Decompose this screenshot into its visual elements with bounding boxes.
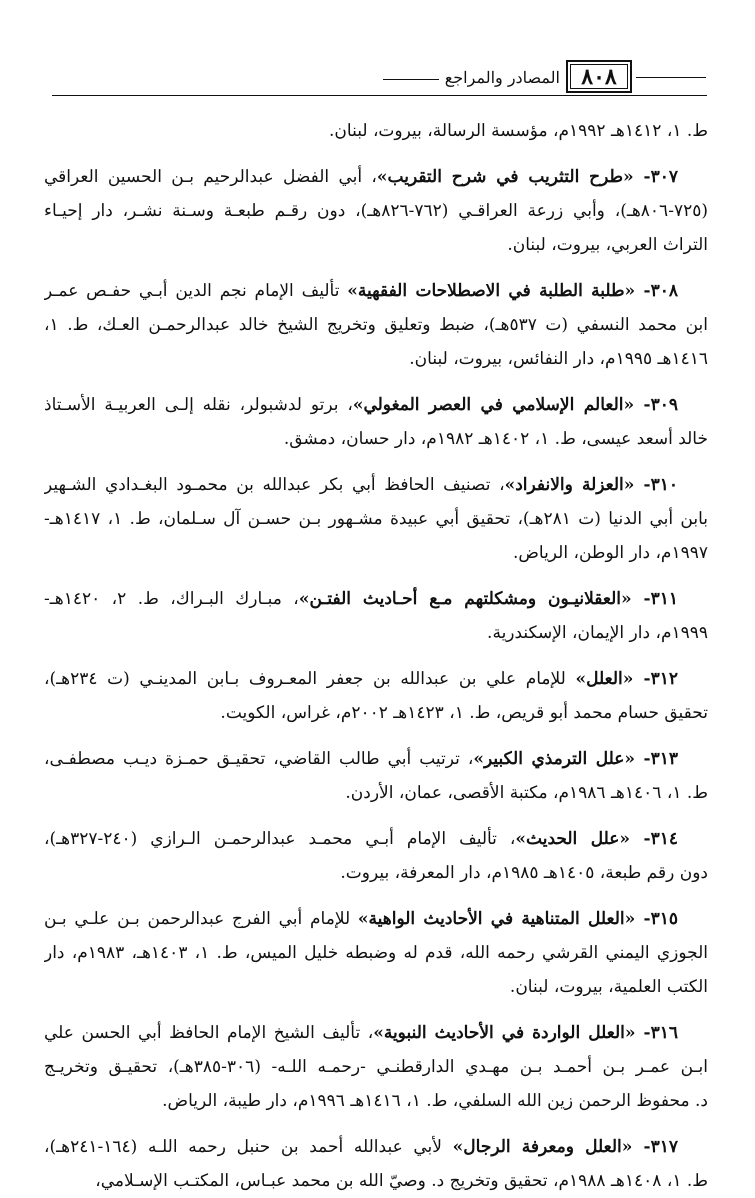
page-number-box <box>566 60 632 93</box>
entry-first-line <box>44 160 708 194</box>
continuation-line: ط. ١، ١٤١٢هـ ١٩٩٢م، مؤسسة الرسالة، بيروت، لبنان. <box>329 121 708 141</box>
entry-first-line <box>44 1016 708 1050</box>
header-rule-bottom <box>52 95 707 96</box>
entry-number: ٣٠٨ <box>650 281 678 301</box>
entry-first-line <box>44 1130 708 1164</box>
entry-gap <box>44 810 708 822</box>
entry-line: ط. ١، ١٤٠٨هـ ١٩٨٨م، تحقيق وتخريج د. وصيّ الله بن محمد عبـاس، المكتـب الإسـلامي، <box>95 1171 708 1191</box>
entry-gap <box>44 262 708 274</box>
entry-first-line <box>44 388 708 422</box>
bibliography-list <box>44 114 708 1198</box>
entry-title: «العزلة والانفراد» <box>504 475 635 495</box>
entry-title: «العقلانيـون ومشكلتهم مـع أحـاديث الفتـن» <box>298 589 632 609</box>
entry-line: الجوزي اليمني القرشي رحمه الله، قدم له وضبطه خليل الميس، ط. ١، ١٤٠٣هـ، ١٩٨٣م، دار <box>44 943 708 963</box>
entry-number-dash: - <box>633 167 651 187</box>
running-title-dash <box>383 79 439 80</box>
bibliography-entry <box>44 662 708 730</box>
entry-gap <box>44 890 708 902</box>
entry-gap <box>44 1118 708 1130</box>
entry-first-line <box>44 662 708 696</box>
entry-line: تحقيق حسام محمد أبو قريص، ط. ١، ١٤٢٣هـ ٢٠٠٢م، غراس، الكويت. <box>220 703 708 723</box>
entry-first-line-text: للإمام أبي الفرج عبدالرحمن بـن علـي بـن <box>44 909 358 929</box>
bibliography-entry <box>44 902 708 1004</box>
entry-number: ٣١٣ <box>650 749 678 769</box>
entry-line: (٧٢٥-٨٠٦هـ)، وأبي زرعة العراقـي (٧٦٢-٨٢٦هـ)، دون رقـم طبعـة وسـنة نشـر، دار إحيـاء <box>44 201 708 221</box>
entry-number: ٣١٤ <box>650 829 678 849</box>
entry-title: «علل الترمذي الكبير» <box>473 749 635 769</box>
entry-gap <box>44 570 708 582</box>
entry-line: ط. ١، ١٤٠٦هـ ١٩٨٦م، مكتبة الأقصى، عمان، الأردن. <box>345 783 708 803</box>
entry-number: ٣١٠ <box>650 475 678 495</box>
entry-number: ٣٠٩ <box>650 395 678 415</box>
entry-line: ١٤١٦هـ ١٩٩٥م، دار النفائس، بيروت، لبنان. <box>409 349 708 369</box>
bibliography-entry <box>44 274 708 376</box>
bibliography-entry <box>44 468 708 570</box>
entry-first-line-text: تأليف الإمام نجم الدين أبـي حفـص عمـر <box>44 281 348 301</box>
entry-number: ٣١٧ <box>650 1137 678 1157</box>
entry-line: دون رقم طبعة، ١٤٠٥هـ ١٩٨٥م، دار المعرفة، بيروت. <box>340 863 708 883</box>
entry-first-line-text: ، تأليف الإمام أبـي محمـد عبدالرحمـن الـرازي (٢٤٠-٣٢٧هـ)، <box>44 829 516 849</box>
bibliography-entry <box>44 582 708 650</box>
running-title <box>52 64 560 90</box>
entry-number-dash: - <box>634 395 651 415</box>
entry-line: ١٩٩٩م، دار الإيمان، الإسكندرية. <box>487 623 708 643</box>
entry-number-dash: - <box>634 475 651 495</box>
entry-gap <box>44 650 708 662</box>
header-rule-right <box>636 77 706 78</box>
entry-title: «علل الحديث» <box>515 829 631 849</box>
entry-number-dash: - <box>635 909 651 929</box>
entry-gap <box>44 456 708 468</box>
entry-first-line-text: لأبي عبدالله أحمد بن حنبل رحمه اللـه (١٦٤-٢٤١هـ)، <box>44 1137 453 1157</box>
entry-first-line <box>44 582 708 616</box>
entry-title: «العالم الإسلامي في العصر المغولي» <box>352 395 635 415</box>
entry-first-line <box>44 274 708 308</box>
bibliography-entry <box>44 160 708 262</box>
entry-number-dash: - <box>635 1023 651 1043</box>
entry-number-dash: - <box>630 829 651 849</box>
bibliography-entry <box>44 1130 708 1198</box>
entry-title: «طرح التثريب في شرح التقريب» <box>376 167 634 187</box>
bibliography-entry <box>44 1016 708 1118</box>
entry-first-line <box>44 902 708 936</box>
entry-number-dash: - <box>635 749 651 769</box>
entry-first-line <box>44 468 708 502</box>
entry-number-dash: - <box>632 1137 651 1157</box>
bibliography-entry <box>44 388 708 456</box>
running-title-text: المصادر والمراجع <box>444 67 560 87</box>
entry-line: ابن محمد النسفي (ت ٥٣٧هـ)، ضبط وتعليق وتخريج الشيخ خالد عبدالرحمـن العـك، ط. ١، <box>44 315 708 335</box>
entry-line: د. محفوظ الرحمن زين الله السلفي، ط. ١، ١٤١٦هـ ١٩٩٦م، دار طيبة، الرياض. <box>162 1091 708 1111</box>
entry-line: الكتب العلمية، بيروت، لبنان. <box>509 977 708 997</box>
entry-first-line-text: ، مبـارك البـراك، ط. ٢، ١٤٢٠هـ- <box>44 589 299 609</box>
entry-line: بابن أبي الدنيا (ت ٢٨١هـ)، تحقيق أبي عبيدة مشـهور بـن حسـن آل سـلمان، ط. ١، ١٤١٧هـ- <box>44 509 708 529</box>
entry-line: ١٩٩٧م، دار الوطن، الرياض. <box>512 543 708 563</box>
entry-first-line-text: ، تأليف الشيخ الإمام الحافظ أبي الحسن علي <box>44 1023 374 1043</box>
entry-number: ٣٠٧ <box>650 167 678 187</box>
entry-first-line-text: ، أبي الفضل عبدالرحيم بـن الحسين العراقي <box>44 167 377 187</box>
page-number: ٨٠٨ <box>581 64 617 90</box>
entry-number-dash: - <box>633 669 651 689</box>
entry-title: «العلل» <box>575 669 634 689</box>
entry-gap <box>44 730 708 742</box>
entry-title: «العلل الواردة في الأحاديث النبوية» <box>373 1023 636 1043</box>
entry-title: «العلل ومعرفة الرجال» <box>452 1137 633 1157</box>
entry-line: ابـن عمـر بـن أحمـد بـن مهـدي الدارقطنـي -رحمـه اللـه- (٣٠٦-٣٨٥هـ)، تحقيـق وتخريـج <box>44 1057 708 1077</box>
entry-gap <box>44 1004 708 1016</box>
entry-number: ٣١١ <box>650 589 679 609</box>
entry-title: «طلبة الطلبة في الاصطلاحات الفقهية» <box>347 281 636 301</box>
entry-gap <box>44 376 708 388</box>
entry-number: ٣١٥ <box>650 909 678 929</box>
entry-first-line <box>44 822 708 856</box>
entry-first-line-text: ، برتو لدشبولر، نقله إلـى العربيـة الأسـتاذ <box>44 395 353 415</box>
entry-number-dash: - <box>631 589 651 609</box>
entry-first-line <box>44 742 708 776</box>
entry-first-line-text: للإمام علي بن عبدالله بن جعفر المعـروف بـابن المدينـي (ت ٢٣٤هـ)، <box>44 669 576 689</box>
entry-gap <box>44 148 708 160</box>
entry-first-line-text: ، تصنيف الحافظ أبي بكر عبدالله بن محمـود البغـدادي الشـهير <box>44 475 505 495</box>
entry-line: خالد أسعد عيسى، ط. ١، ١٤٠٢هـ ١٩٨٢م، دار حسان، دمشق. <box>283 429 708 449</box>
entry-number: ٣١٦ <box>650 1023 678 1043</box>
entry-number-dash: - <box>635 281 651 301</box>
entry-line: التراث العربي، بيروت، لبنان. <box>507 235 708 255</box>
bibliography-entry <box>44 822 708 890</box>
entry-number: ٣١٢ <box>650 669 678 689</box>
entry-first-line-text: ، ترتيب أبي طالب القاضي، تحقيـق حمـزة ديـب مصطفـى، <box>44 749 474 769</box>
bibliography-entry <box>44 742 708 810</box>
entry-title: «العلل المتناهية في الأحاديث الواهية» <box>357 909 636 929</box>
